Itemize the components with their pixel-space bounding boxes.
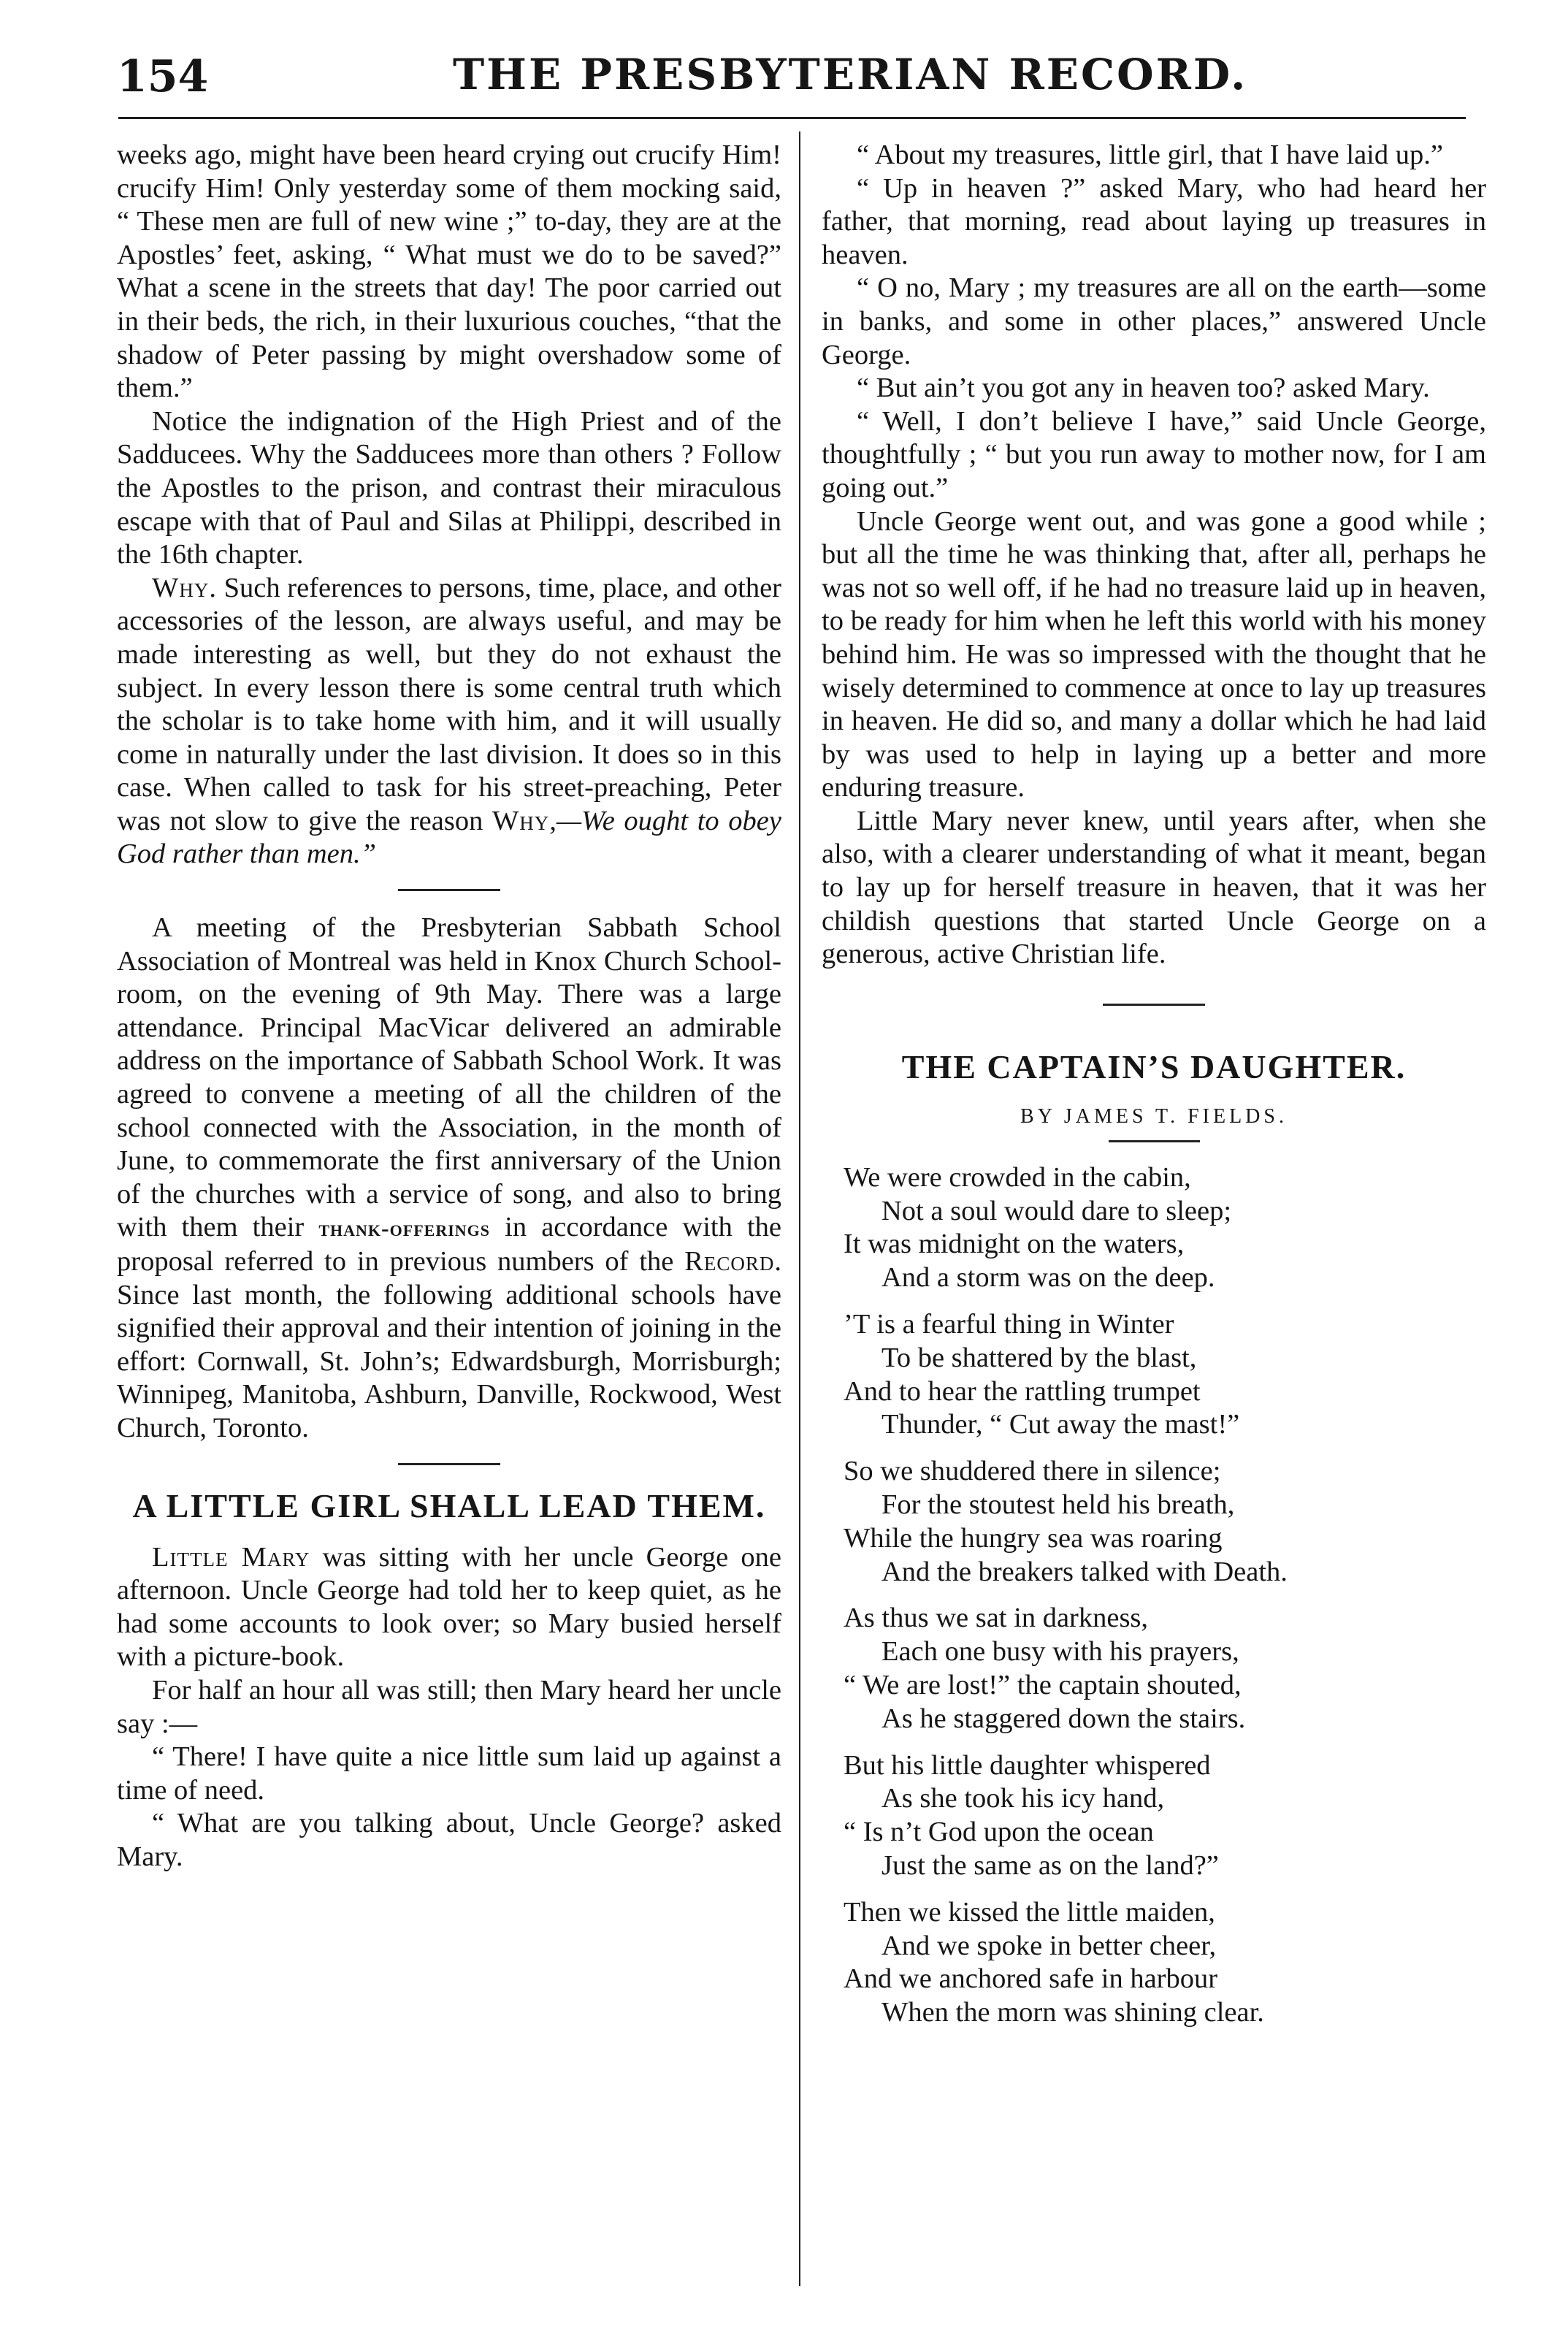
- poem-line: “ We are lost!” the captain shouted,: [844, 1670, 1242, 1700]
- story-text: was sitting with her uncle George one afternoon. Uncle George had told her to keep quiet, as he had some accounts to look over; so Mary busied herself with a picture-book.: [117, 1541, 781, 1673]
- poem-line: And we anchored safe in harbour: [844, 1963, 1218, 1995]
- poem-line: To be shattered by the blast,: [881, 1342, 1197, 1373]
- column-divider: [799, 131, 800, 2286]
- left-column: [117, 139, 781, 1874]
- poem-line: Not a soul would dare to sleep;: [881, 1195, 1232, 1226]
- running-head: [117, 47, 1461, 112]
- story-paragraph: “ O no, Mary ; my treasures are all on the earth—some in banks, and some in other places,” answered Uncle George.: [822, 272, 1486, 370]
- right-column: [822, 139, 1486, 2043]
- poem-line: As he staggered down the stairs.: [881, 1703, 1246, 1734]
- poem: [822, 1161, 1486, 2030]
- poem-line: While the hungry sea was roaring: [844, 1522, 1223, 1554]
- poem-stanza: [844, 1896, 1486, 2030]
- record-mention: Record: [684, 1246, 775, 1277]
- lesson-paragraph: weeks ago, might have been heard crying out crucify Him! crucify Him! Only yesterday some of them mocking said, “ These men are full of new wine ;” to-day, they are at the Apostles’ feet, asking, “ What must we do to be saved?” What a scene in the streets that day! The poor carried out in their beds, the rich, in their luxurious couches, “that the shadow of Peter passing by might overshadow some of them.”: [117, 140, 781, 404]
- lesson-paragraph: Notice the indignation of the High Priest and of the Sadducees. Why the Sadducees more than others ? Follow the Apostles to the prison, and contrast their miraculous escape with that of Paul and Silas at Philippi, described in the 16th chapter.: [117, 405, 781, 570]
- story-paragraph: “ Up in heaven ?” asked Mary, who had heard her father, that morning, read about laying up treasures in heaven.: [822, 172, 1486, 270]
- story-paragraph: For half an hour all was still; then Mary heard her uncle say :—: [117, 1674, 781, 1739]
- poem-line: ’T is a fearful thing in Winter: [844, 1309, 1174, 1340]
- poem-stanza: [844, 1161, 1486, 1295]
- poem-line: “ Is n’t God upon the ocean: [844, 1817, 1154, 1848]
- poem-line: But his little daughter whispered: [844, 1749, 1211, 1781]
- byline-rule: [1109, 1140, 1200, 1142]
- poem-line: For the stoutest held his breath,: [881, 1489, 1235, 1521]
- why-lead: Why.: [152, 572, 217, 603]
- poem-title: THE CAPTAIN’S DAUGHTER.: [901, 1047, 1407, 1085]
- lesson-why-paragraph: [117, 572, 781, 871]
- meeting-text: in accordance with the proposal referred to in previous numbers of the: [117, 1212, 781, 1277]
- page-number: 154: [117, 51, 209, 102]
- poem-line: It was midnight on the waters,: [844, 1229, 1185, 1260]
- poem-line: As she took his icy hand,: [881, 1783, 1165, 1814]
- meeting-text: . Since last month, the following additional schools have signified their approval and their intention of joining in the effort: Cornwall, St. John’s; Edwardsburgh, Morrisburgh; Winnipeg, Manitoba, Ashburn, Danville, Rockwood, West Church, Toronto.: [117, 1246, 781, 1443]
- poem-byline: BY JAMES T. FIELDS.: [1020, 1104, 1288, 1128]
- poem-stanza: [844, 1602, 1486, 1735]
- section-divider: [398, 889, 500, 891]
- meeting-text: A meeting of the Presbyterian Sabbath School Association of Montreal was held in Knox Church School-room, on the evening of 9th May. There was a large attendance. Principal MacVicar delivered an admirable address on the importance of Sabbath School Work. It was agreed to convene a meeting of all the children of the school connected with the Association, in the month of June, to commemorate the first anniversary of the Union of the churches with a service of song, and also to bring with them their: [117, 912, 781, 1243]
- poem-line: So we shuddered there in silence;: [844, 1456, 1221, 1487]
- poem-stanza: [844, 1749, 1486, 1883]
- poem-stanza: [844, 1308, 1486, 1442]
- story-paragraph: Little Mary never knew, until years after, when she also, with a clearer understanding of what it meant, began to lay up for herself treasure in heaven, that it was her childish questions that started Uncle George on a generous, active Christian life.: [822, 805, 1486, 970]
- story-paragraph: [117, 1541, 781, 1674]
- poem-line: And a storm was on the deep.: [881, 1262, 1215, 1294]
- poem-line: Just the same as on the land?”: [881, 1849, 1219, 1881]
- section-divider: [398, 1463, 500, 1465]
- journal-title: THE PRESBYTERIAN RECORD.: [453, 50, 1248, 99]
- why-word: Why: [492, 805, 550, 836]
- story-title: A LITTLE GIRL SHALL LEAD THEM.: [132, 1486, 766, 1524]
- poem-line: As thus we sat in darkness,: [844, 1603, 1149, 1634]
- thank-offerings: thank-offerings: [318, 1215, 491, 1242]
- story-paragraph: Uncle George went out, and was gone a good while ; but all the time he was thinking that, after all, perhaps he was not so well off, if he had no treasure laid up in heaven, to be ready for him when he left this world with his money behind him. He was so impressed with the thought that he wisely determined to commence at once to lay up treasures in heaven. He did so, and many a dollar which he had laid by was used to help in laying up a better and more enduring treasure.: [822, 505, 1486, 803]
- why-body: Such references to persons, time, place, and other accessories of the lesson, are always useful, and may be made interesting as well, but they do not exhaust the subject. In every lesson there is some central truth which the scholar is to take home with him, and it will usually come in naturally under the last division. It does so in this case. When called to task for his street-preaching, Peter was not slow to give the reason: [117, 572, 781, 836]
- story-paragraph: “ There! I have quite a nice little sum laid up against a time of need.: [117, 1741, 781, 1806]
- poem-line: We were crowded in the cabin,: [844, 1161, 1191, 1193]
- story-paragraph: “ But ain’t you got any in heaven too? asked Mary.: [857, 373, 1430, 404]
- poem-line: And to hear the rattling trumpet: [844, 1375, 1201, 1407]
- poem-stanza: [844, 1455, 1486, 1589]
- story-paragraph: “ What are you talking about, Uncle George? asked Mary.: [117, 1808, 781, 1872]
- poem-line: Then we kissed the little maiden,: [844, 1896, 1215, 1928]
- header-rule: [118, 117, 1466, 119]
- story-paragraph: “ Well, I don’t believe I have,” said Uncle George, thoughtfully ; “ but you run away to mother now, for I am going out.”: [822, 405, 1486, 503]
- why-quote: ,—We ought to obey God rather than men.”: [117, 805, 781, 870]
- poem-line: And the breakers talked with Death.: [881, 1556, 1288, 1587]
- story-paragraph: “ About my treasures, little girl, that I have laid up.”: [857, 140, 1443, 170]
- meeting-paragraph: [117, 912, 781, 1446]
- poem-line: Each one busy with his prayers,: [881, 1636, 1239, 1668]
- poem-line: When the morn was shining clear.: [881, 1997, 1264, 2028]
- poem-line: Thunder, “ Cut away the mast!”: [881, 1409, 1240, 1440]
- story-lead: Little Mary: [152, 1541, 310, 1573]
- section-divider: [1103, 1004, 1205, 1006]
- poem-line: And we spoke in better cheer,: [881, 1930, 1217, 1961]
